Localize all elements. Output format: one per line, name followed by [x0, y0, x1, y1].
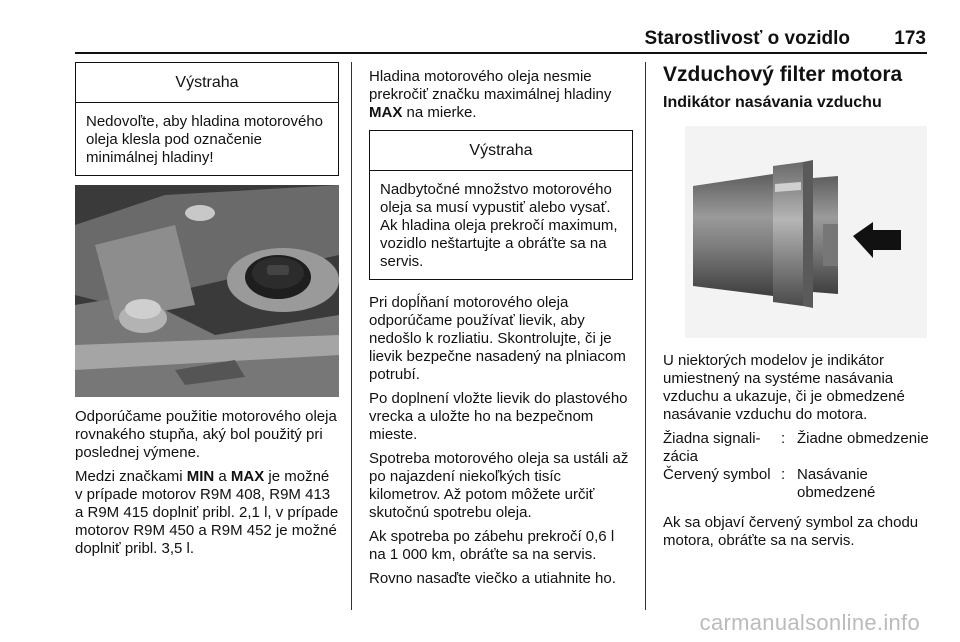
middle-column — [369, 62, 633, 594]
paragraph: Pri dopĺňaní motorového oleja odporúčame používať lievik, aby nedošlo k rozliatiu. Skontrolujte, či je lievik bezpečne nasadený na plniacom potrubí. — [369, 294, 626, 383]
warning-box — [75, 62, 339, 176]
header-rule — [75, 52, 927, 54]
header-title: Starostlivosť o vozidlo — [644, 28, 850, 49]
paragraph: Ak spotreba po zábehu prekročí 0,6 l na 1 000 km, obráťte sa na servis. — [369, 528, 615, 563]
description: Žiadne obmedzenie — [797, 430, 929, 447]
warning-title: Výstraha — [370, 131, 632, 171]
left-column — [75, 62, 339, 564]
engine-bay-photo — [75, 185, 339, 397]
paragraph: Ak sa objaví červený symbol za chodu motora, obráťte sa na servis. — [663, 514, 919, 549]
term: Červený symbol — [663, 466, 771, 483]
column-divider — [351, 62, 352, 610]
text-run: na mierke. — [402, 104, 477, 121]
max-mark: MAX — [369, 104, 403, 121]
right-column — [663, 62, 931, 556]
warning-title: Výstraha — [76, 63, 338, 103]
description: Nasávanie obmedzené — [797, 466, 876, 501]
paragraph — [369, 68, 633, 122]
text-run: a — [214, 468, 231, 485]
air-intake-illustration — [663, 126, 927, 338]
engine-bay-image — [75, 185, 339, 397]
warning-box — [369, 130, 633, 280]
paragraph-list — [369, 294, 633, 588]
paragraph: U niektorých modelov je indikátor umiestnený na systéme nasávania vzduchu a ukazuje, či je obmedzené nasávanie vzduchu do motora. — [663, 352, 905, 423]
text-run: je možné v prípade motorov R9M 408, R9M 413 a R9M 415 doplniť pribl. 2,1 l, v prípade motorov R9M 450 a R9M 452 je možné doplniť pribl. 3,5 l. — [75, 468, 339, 557]
watermark: carmanualsonline.info — [699, 610, 920, 635]
warning-text: Nedovoľte, aby hladina motorového oleja klesla pod označenie minimálnej hladiny! — [86, 113, 324, 166]
separator: : — [781, 466, 786, 483]
column-divider — [645, 62, 646, 610]
paragraph: Odporúčame použitie motorového oleja rovnakého stupňa, aký bol použitý pri poslednej výmene. — [75, 408, 337, 461]
section-subheading: Indikátor nasávania vzduchu — [663, 94, 882, 111]
min-mark: MIN — [186, 468, 215, 485]
page-number: 173 — [894, 28, 926, 49]
max-mark: MAX — [230, 468, 265, 485]
paragraph — [75, 468, 339, 558]
separator: : — [781, 430, 786, 447]
paragraph: Spotreba motorového oleja sa ustáli až po najazdení niekoľkých tisíc kilometrov. Až potom môžete určiť skutočnú spotrebu oleja. — [369, 450, 629, 521]
text-run: Medzi značkami — [75, 468, 187, 485]
section-heading: Vzduchový filter motora — [663, 63, 903, 86]
paragraph: Po doplnení vložte lievik do plastového vrecka a uložte ho na bezpečnom mieste. — [369, 390, 628, 443]
term: Žiadna signali-zácia — [663, 430, 761, 465]
text-run: Hladina motorového oleja nesmie prekročiť značku maximálnej hladiny — [369, 68, 612, 103]
air-intake-indicator-image — [663, 126, 927, 338]
paragraph: Rovno nasaďte viečko a utiahnite ho. — [369, 570, 616, 587]
indicator-table — [663, 430, 931, 502]
warning-text: Nadbytočné množstvo motorového oleja sa musí vypustiť alebo vysať. Ak hladina oleja prekročí maximum, vozidlo neštartujte a obráťte sa na servis. — [380, 181, 618, 270]
